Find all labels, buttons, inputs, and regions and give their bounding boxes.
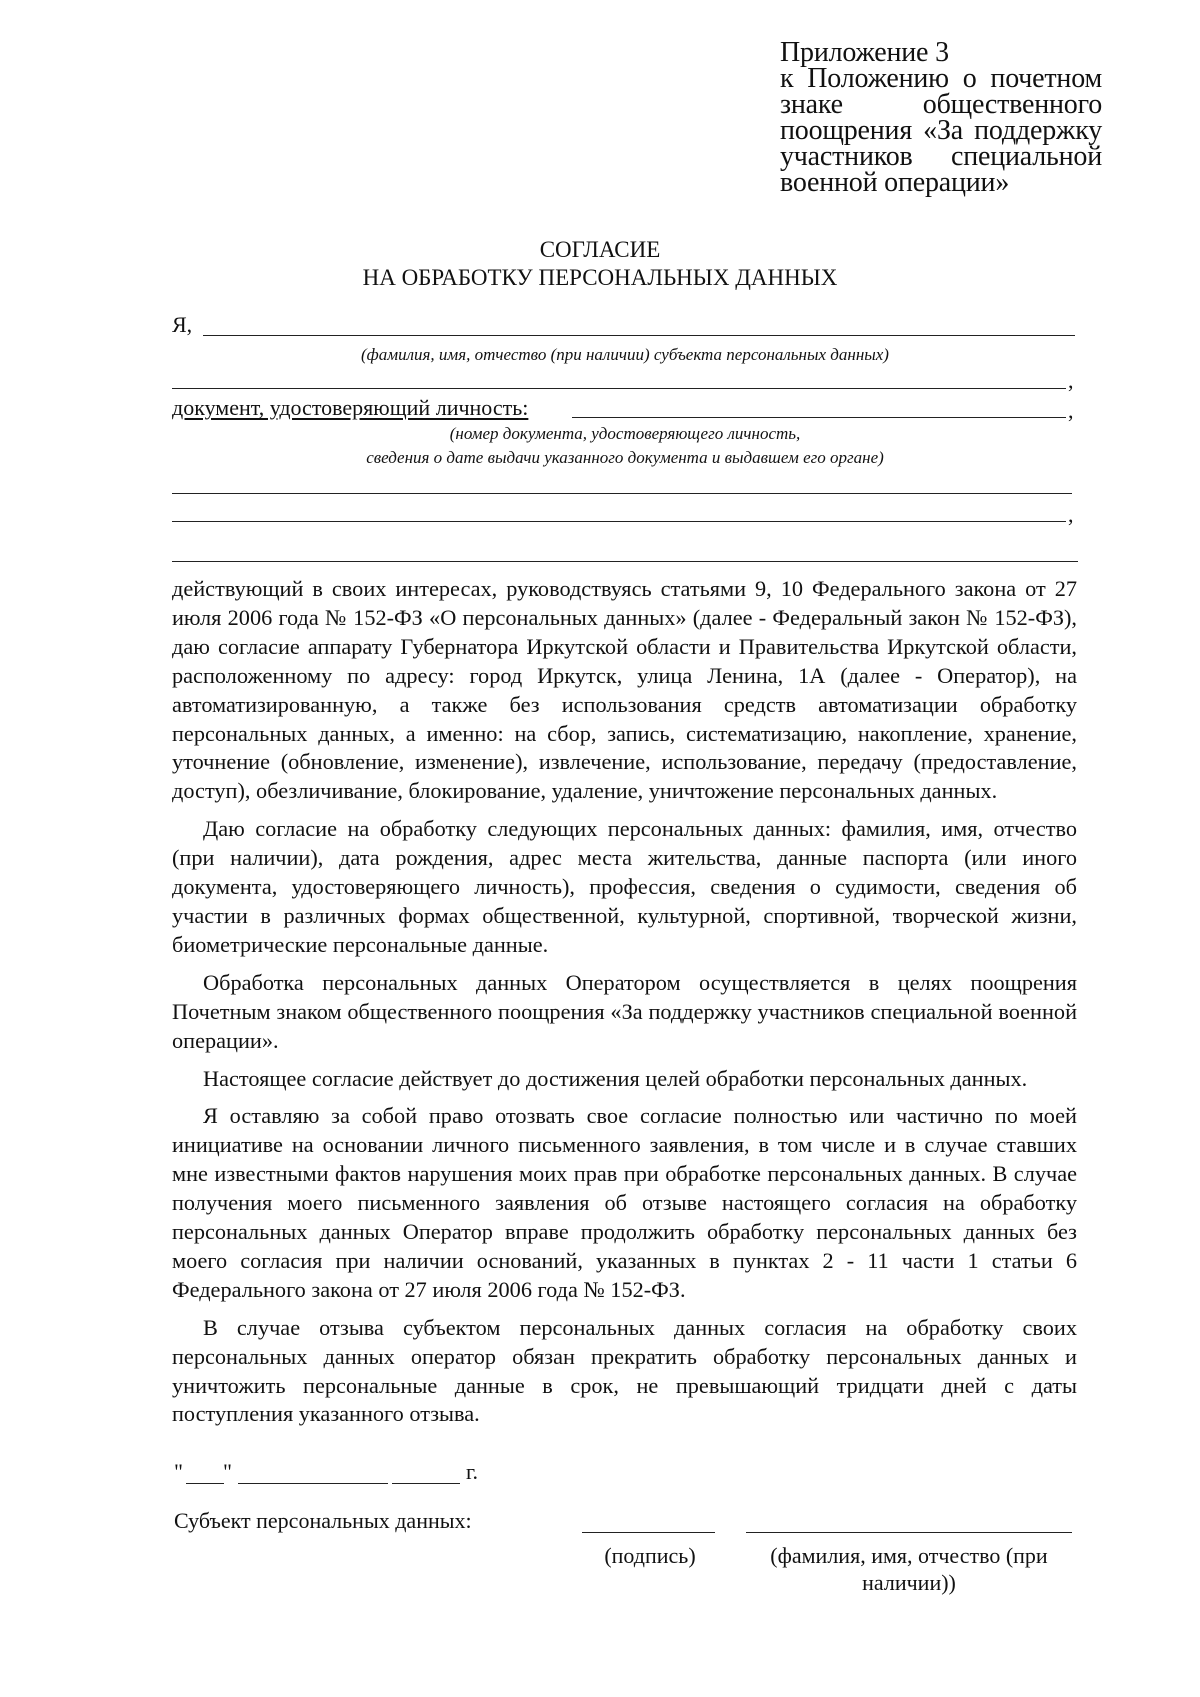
fio-line[interactable] — [203, 335, 1075, 336]
blank-line[interactable] — [172, 561, 1078, 562]
id-document-hint: (номер документа, удостоверяющего личность, — [449, 424, 801, 443]
body-paragraph: В случае отзыва субъектом персональных данных согласия на обработку своих персональных данных оператор обязан прекратить обработку персональных данных и уничтожить персональные данные в срок, не превышающий тридцати дней с даты поступления указанного отзыва. — [172, 1314, 1077, 1427]
comma: , — [1068, 368, 1074, 393]
body-paragraph: Настоящее согласие действует до достижения целей обработки персональных данных. — [203, 1065, 1028, 1091]
fio-hint: (фамилия, имя, отчество (при наличии) субъекта персональных данных) — [361, 345, 889, 364]
date-quote-open: " — [174, 1459, 183, 1484]
document-title: СОГЛАСИЕ — [539, 237, 661, 262]
id-document-label: документ, удостоверяющий личность: — [172, 395, 529, 420]
date-quote-close: " — [223, 1459, 232, 1484]
date-year-suffix: г. — [466, 1459, 479, 1484]
appendix-line: к Положению о почетном — [780, 63, 1102, 94]
appendix-block — [780, 37, 1102, 198]
appendix-line: поощрения «За поддержку — [780, 115, 1102, 146]
appendix-line: военной операции» — [780, 167, 1010, 198]
appendix-line: знаке общественного — [780, 89, 1102, 120]
body-paragraph: Даю согласие на обработку следующих персональных данных: фамилия, имя, отчество (при наличии), дата рождения, адрес места жительства, данные паспорта (или иного документа, удостоверяющего личность), профессия, сведения о судимости, сведения об участии в различных формах общественной, культурной, спортивной, творческой жизни, биометрические персональные данные. — [172, 816, 1077, 957]
blank-line[interactable] — [172, 521, 1066, 522]
fio-caption: наличии)) — [862, 1570, 956, 1595]
date-year-line[interactable] — [392, 1483, 460, 1484]
body-paragraph: действующий в своих интересах, руководствуясь статьями 9, 10 Федерального закона от 27 июля 2006 года № 152-ФЗ «О персональных данных» (далее - Федеральный закон № 152-ФЗ), даю согласие аппарату Губернатора Иркутской области и Правительства Иркутской области, расположенному по адресу: город Иркутск, улица Ленина, 1А (далее - Оператор), на автоматизированную, а также без использования средств автоматизации обработку персональных данных, а именно: на сбор, запись, систематизацию, накопление, хранение, уточнение (обновление, изменение), извлечение, использование, передачу (предоставление, доступ), обезличивание, блокирование, удаление, уничтожение персональных данных. — [172, 576, 1077, 804]
document-subtitle: НА ОБРАБОТКУ ПЕРСОНАЛЬНЫХ ДАННЫХ — [362, 265, 838, 290]
subject-label: Субъект персональных данных: — [174, 1508, 472, 1533]
signature-caption: (подпись) — [604, 1543, 696, 1568]
id-document-line[interactable] — [572, 417, 1066, 418]
fio-continuation-line[interactable] — [172, 388, 1066, 389]
body-paragraph: Я оставляю за собой право отозвать свое согласие полностью или частично по моей инициативе на основании личного письменного заявления, в том числе и в случае ставших мне известными фактов нарушения моих прав при обработке персональных данных. В случае получения моего письменного заявления об отзыве настоящего согласия на обработку персональных данных Оператор вправе продолжить обработку персональных данных без моего согласия при наличии оснований, указанных в пунктах 2 - 11 части 1 статьи 6 Федерального закона от 27 июля 2006 года № 152-ФЗ. — [172, 1103, 1077, 1302]
fio-caption: (фамилия, имя, отчество (при — [770, 1543, 1048, 1568]
consent-body — [172, 575, 1077, 1438]
date-month-line[interactable] — [238, 1483, 388, 1484]
signature-line[interactable] — [582, 1532, 715, 1533]
signature-fio-line[interactable] — [746, 1532, 1072, 1533]
appendix-line: Приложение 3 — [780, 37, 949, 68]
comma: , — [1068, 502, 1074, 527]
body-paragraph: Обработка персональных данных Оператором осуществляется в целях поощрения Почетным знаком общественного поощрения «За поддержку участников специальной военной операции». — [172, 969, 1077, 1053]
appendix-line: участников специальной — [780, 141, 1102, 172]
id-document-hint: сведения о дате выдачи указанного документа и выдавшем его органе) — [366, 448, 884, 467]
blank-line[interactable] — [172, 493, 1072, 494]
date-day-line[interactable] — [186, 1483, 224, 1484]
ya-label: Я, — [172, 312, 193, 337]
comma: , — [1068, 398, 1074, 423]
